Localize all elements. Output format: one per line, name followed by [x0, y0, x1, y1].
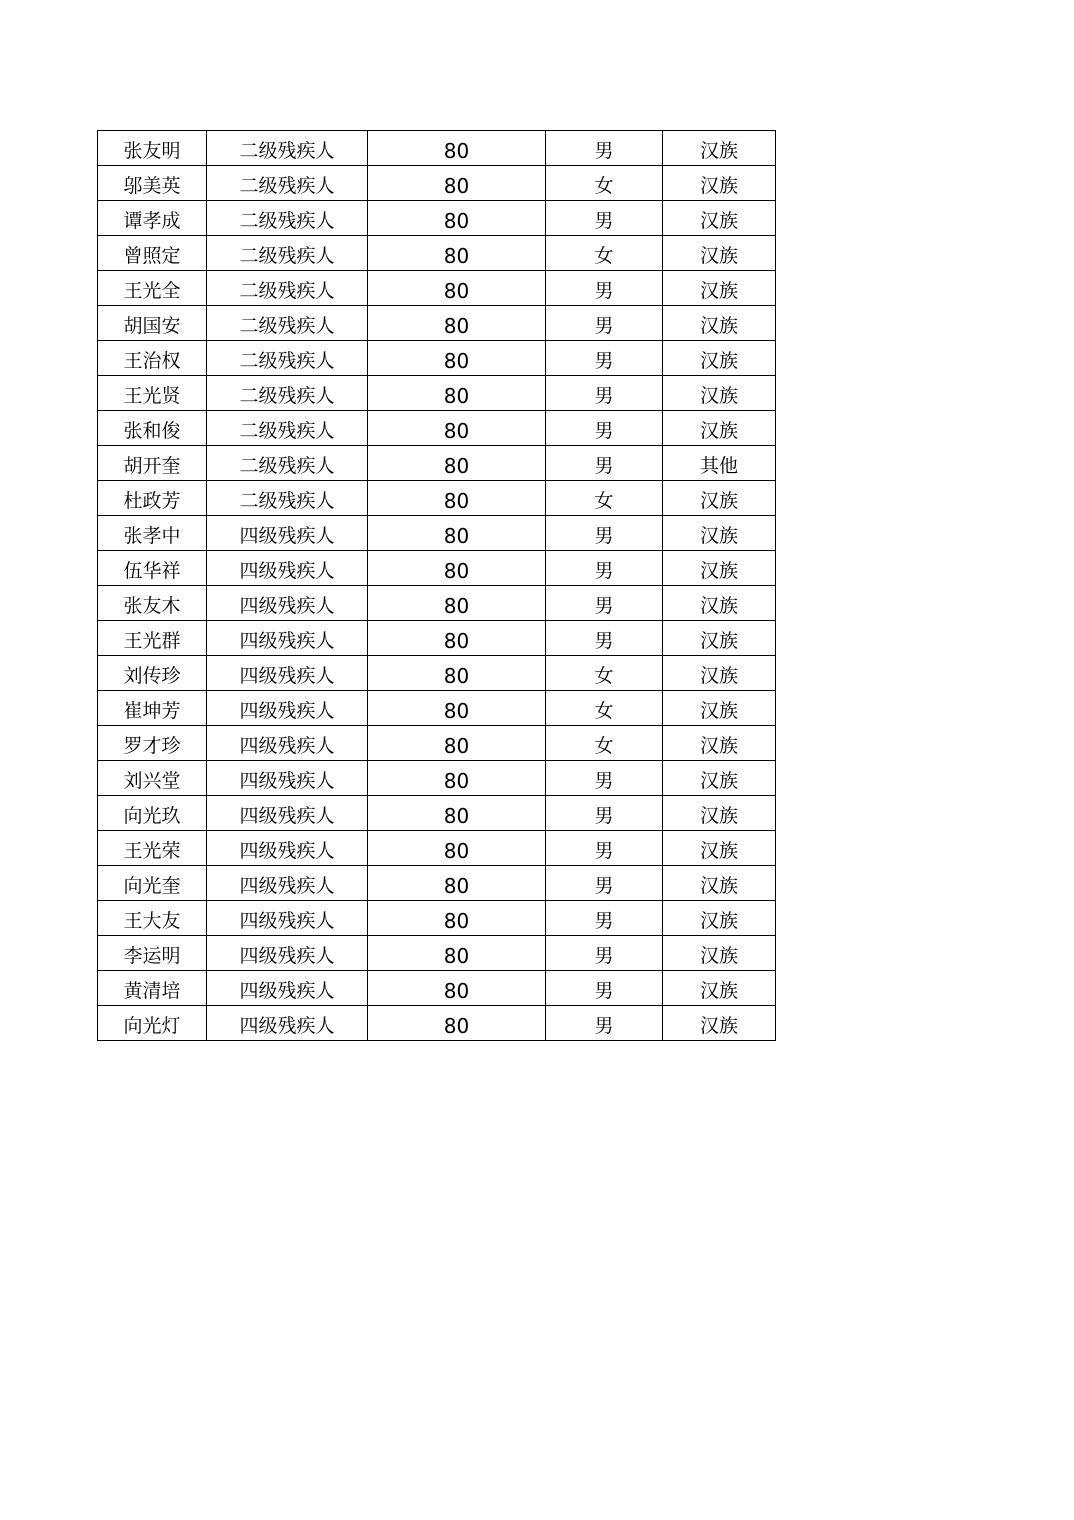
amount-cell: 80	[368, 551, 546, 586]
name-cell: 曾照定	[98, 236, 207, 271]
name-cell: 张友木	[98, 586, 207, 621]
gender-cell: 女	[546, 691, 663, 726]
ethnicity-cell: 汉族	[663, 271, 776, 306]
gender-cell: 男	[546, 446, 663, 481]
amount-cell: 80	[368, 166, 546, 201]
amount-cell: 80	[368, 271, 546, 306]
amount-cell: 80	[368, 726, 546, 761]
gender-cell: 男	[546, 621, 663, 656]
disability-level-cell: 二级残疾人	[207, 306, 368, 341]
amount-cell: 80	[368, 131, 546, 166]
amount-cell: 80	[368, 306, 546, 341]
ethnicity-cell: 汉族	[663, 131, 776, 166]
gender-cell: 男	[546, 516, 663, 551]
name-cell: 罗才珍	[98, 726, 207, 761]
disability-level-cell: 四级残疾人	[207, 621, 368, 656]
ethnicity-cell: 汉族	[663, 236, 776, 271]
table-row	[98, 726, 776, 761]
table-row	[98, 901, 776, 936]
disability-level-cell: 四级残疾人	[207, 656, 368, 691]
disability-level-cell: 二级残疾人	[207, 166, 368, 201]
ethnicity-cell: 汉族	[663, 551, 776, 586]
table-row	[98, 1006, 776, 1041]
ethnicity-cell: 汉族	[663, 586, 776, 621]
amount-cell: 80	[368, 411, 546, 446]
name-cell: 王大友	[98, 901, 207, 936]
amount-cell: 80	[368, 236, 546, 271]
table-row	[98, 166, 776, 201]
name-cell: 杜政芳	[98, 481, 207, 516]
ethnicity-cell: 汉族	[663, 726, 776, 761]
table-row	[98, 271, 776, 306]
ethnicity-cell: 汉族	[663, 831, 776, 866]
amount-cell: 80	[368, 341, 546, 376]
disability-level-cell: 二级残疾人	[207, 376, 368, 411]
amount-cell: 80	[368, 796, 546, 831]
disability-level-cell: 二级残疾人	[207, 446, 368, 481]
table-row	[98, 586, 776, 621]
name-cell: 张和俊	[98, 411, 207, 446]
table-row	[98, 866, 776, 901]
name-cell: 王光全	[98, 271, 207, 306]
gender-cell: 男	[546, 831, 663, 866]
disability-level-cell: 四级残疾人	[207, 726, 368, 761]
gender-cell: 男	[546, 761, 663, 796]
name-cell: 刘兴堂	[98, 761, 207, 796]
gender-cell: 女	[546, 656, 663, 691]
ethnicity-cell: 汉族	[663, 481, 776, 516]
gender-cell: 男	[546, 411, 663, 446]
name-cell: 胡开奎	[98, 446, 207, 481]
table-row	[98, 971, 776, 1006]
ethnicity-cell: 汉族	[663, 971, 776, 1006]
amount-cell: 80	[368, 1006, 546, 1041]
disability-level-cell: 四级残疾人	[207, 901, 368, 936]
table-body	[98, 131, 776, 1041]
ethnicity-cell: 汉族	[663, 796, 776, 831]
name-cell: 黄清培	[98, 971, 207, 1006]
gender-cell: 男	[546, 306, 663, 341]
gender-cell: 男	[546, 201, 663, 236]
amount-cell: 80	[368, 656, 546, 691]
name-cell: 向光奎	[98, 866, 207, 901]
amount-cell: 80	[368, 901, 546, 936]
gender-cell: 男	[546, 796, 663, 831]
amount-cell: 80	[368, 481, 546, 516]
amount-cell: 80	[368, 376, 546, 411]
ethnicity-cell: 汉族	[663, 516, 776, 551]
ethnicity-cell: 汉族	[663, 166, 776, 201]
gender-cell: 男	[546, 341, 663, 376]
gender-cell: 男	[546, 971, 663, 1006]
disability-level-cell: 二级残疾人	[207, 236, 368, 271]
table-row	[98, 761, 776, 796]
table-row	[98, 621, 776, 656]
amount-cell: 80	[368, 761, 546, 796]
name-cell: 张友明	[98, 131, 207, 166]
amount-cell: 80	[368, 586, 546, 621]
amount-cell: 80	[368, 201, 546, 236]
gender-cell: 女	[546, 236, 663, 271]
name-cell: 谭孝成	[98, 201, 207, 236]
gender-cell: 女	[546, 166, 663, 201]
name-cell: 刘传珍	[98, 656, 207, 691]
table-row	[98, 831, 776, 866]
ethnicity-cell: 汉族	[663, 411, 776, 446]
data-table	[97, 130, 776, 1041]
gender-cell: 女	[546, 481, 663, 516]
ethnicity-cell: 汉族	[663, 621, 776, 656]
ethnicity-cell: 汉族	[663, 376, 776, 411]
amount-cell: 80	[368, 691, 546, 726]
gender-cell: 男	[546, 271, 663, 306]
name-cell: 邬美英	[98, 166, 207, 201]
table-row	[98, 516, 776, 551]
name-cell: 王光群	[98, 621, 207, 656]
disability-level-cell: 四级残疾人	[207, 586, 368, 621]
disability-level-cell: 四级残疾人	[207, 761, 368, 796]
table-row	[98, 656, 776, 691]
amount-cell: 80	[368, 831, 546, 866]
name-cell: 伍华祥	[98, 551, 207, 586]
amount-cell: 80	[368, 866, 546, 901]
ethnicity-cell: 其他	[663, 446, 776, 481]
name-cell: 王光贤	[98, 376, 207, 411]
name-cell: 胡国安	[98, 306, 207, 341]
ethnicity-cell: 汉族	[663, 936, 776, 971]
disability-level-cell: 四级残疾人	[207, 831, 368, 866]
gender-cell: 男	[546, 901, 663, 936]
gender-cell: 男	[546, 551, 663, 586]
ethnicity-cell: 汉族	[663, 691, 776, 726]
disability-level-cell: 四级残疾人	[207, 516, 368, 551]
ethnicity-cell: 汉族	[663, 901, 776, 936]
gender-cell: 男	[546, 1006, 663, 1041]
ethnicity-cell: 汉族	[663, 656, 776, 691]
name-cell: 向光灯	[98, 1006, 207, 1041]
table-row	[98, 236, 776, 271]
disability-level-cell: 四级残疾人	[207, 796, 368, 831]
ethnicity-cell: 汉族	[663, 761, 776, 796]
name-cell: 张孝中	[98, 516, 207, 551]
amount-cell: 80	[368, 446, 546, 481]
ethnicity-cell: 汉族	[663, 866, 776, 901]
amount-cell: 80	[368, 971, 546, 1006]
name-cell: 李运明	[98, 936, 207, 971]
gender-cell: 男	[546, 866, 663, 901]
table-row	[98, 131, 776, 166]
table-row	[98, 201, 776, 236]
amount-cell: 80	[368, 936, 546, 971]
table-row	[98, 936, 776, 971]
gender-cell: 男	[546, 376, 663, 411]
table-row	[98, 341, 776, 376]
ethnicity-cell: 汉族	[663, 306, 776, 341]
disability-level-cell: 二级残疾人	[207, 411, 368, 446]
ethnicity-cell: 汉族	[663, 1006, 776, 1041]
gender-cell: 男	[546, 936, 663, 971]
disability-level-cell: 四级残疾人	[207, 936, 368, 971]
disability-level-cell: 二级残疾人	[207, 131, 368, 166]
disability-level-cell: 二级残疾人	[207, 201, 368, 236]
amount-cell: 80	[368, 621, 546, 656]
name-cell: 王光荣	[98, 831, 207, 866]
table-row	[98, 376, 776, 411]
name-cell: 崔坤芳	[98, 691, 207, 726]
name-cell: 王治权	[98, 341, 207, 376]
name-cell: 向光玖	[98, 796, 207, 831]
disability-level-cell: 二级残疾人	[207, 341, 368, 376]
disability-level-cell: 四级残疾人	[207, 1006, 368, 1041]
ethnicity-cell: 汉族	[663, 201, 776, 236]
disability-level-cell: 四级残疾人	[207, 971, 368, 1006]
table-row	[98, 306, 776, 341]
ethnicity-cell: 汉族	[663, 341, 776, 376]
disability-level-cell: 二级残疾人	[207, 481, 368, 516]
disability-level-cell: 四级残疾人	[207, 551, 368, 586]
gender-cell: 男	[546, 131, 663, 166]
table-row	[98, 691, 776, 726]
table-row	[98, 411, 776, 446]
disability-level-cell: 四级残疾人	[207, 691, 368, 726]
gender-cell: 女	[546, 726, 663, 761]
disability-level-cell: 二级残疾人	[207, 271, 368, 306]
disability-level-cell: 四级残疾人	[207, 866, 368, 901]
table-row	[98, 551, 776, 586]
amount-cell: 80	[368, 516, 546, 551]
table-row	[98, 446, 776, 481]
table-row	[98, 796, 776, 831]
table-row	[98, 481, 776, 516]
gender-cell: 男	[546, 586, 663, 621]
